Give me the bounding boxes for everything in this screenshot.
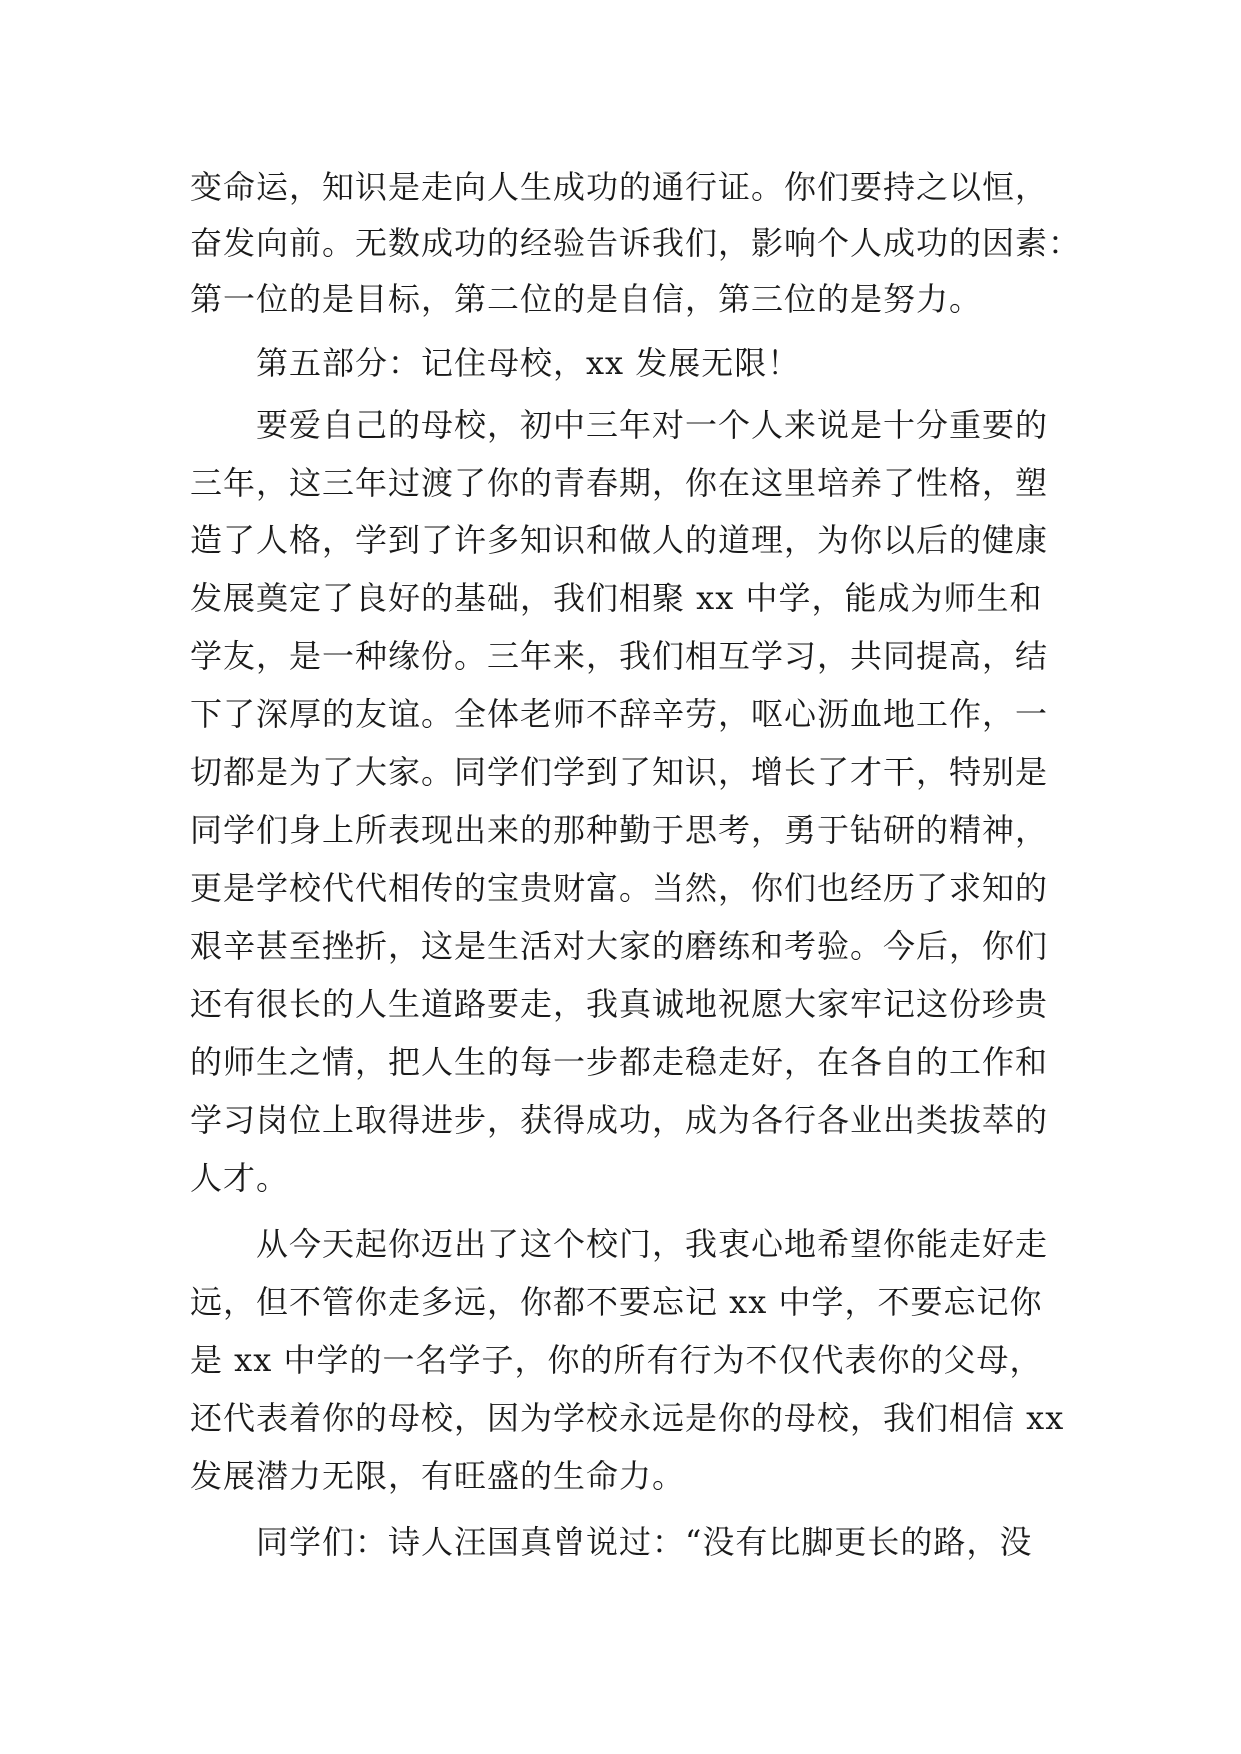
text-line: 学习岗位上取得进步，获得成功，成为各行各业出类拔萃的 [190,1101,1049,1139]
text-line: 要爱自己的母校，初中三年对一个人来说是十分重要的 [256,406,1049,444]
text-line: 变命运，知识是走向人生成功的通行证。你们要持之以恒， [190,168,1049,206]
text-line: 发展潜力无限，有旺盛的生命力。 [190,1457,686,1495]
text-line: 还有很长的人生道路要走，我真诚地祝愿大家牢记这份珍贵 [190,985,1049,1023]
text-line: 还代表着你的母校，因为学校永远是你的母校，我们相信 xx [190,1399,1065,1437]
text-line: 发展奠定了良好的基础，我们相聚 xx 中学，能成为师生和 [190,579,1043,617]
text-line: 第一位的是目标，第二位的是自信，第三位的是努力。 [190,280,983,318]
text-line: 切都是为了大家。同学们学到了知识，增长了才干，特别是 [190,753,1049,791]
text-line: 人才。 [190,1159,290,1197]
text-line: 的师生之情，把人生的每一步都走稳走好，在各自的工作和 [190,1043,1049,1081]
text-line: 更是学校代代相传的宝贵财富。当然，你们也经历了求知的 [190,869,1049,907]
text-line: 三年，这三年过渡了你的青春期，你在这里培养了性格，塑 [190,464,1049,502]
text-line: 远，但不管你走多远，你都不要忘记 xx 中学，不要忘记你 [190,1283,1043,1321]
text-line: 同学们：诗人汪国真曾说过：“没有比脚更长的路，没 [256,1523,1033,1561]
text-line: 奋发向前。无数成功的经验告诉我们，影响个人成功的因素： [190,224,1082,262]
text-line: 造了人格，学到了许多知识和做人的道理，为你以后的健康 [190,521,1049,559]
section-heading: 第五部分：记住母校，xx 发展无限！ [256,344,801,382]
text-line: 同学们身上所表现出来的那种勤于思考，勇于钻研的精神， [190,811,1049,849]
text-line: 下了深厚的友谊。全体老师不辞辛劳，呕心沥血地工作，一 [190,695,1049,733]
text-line: 学友，是一种缘份。三年来，我们相互学习，共同提高，结 [190,637,1049,675]
text-line: 从今天起你迈出了这个校门，我衷心地希望你能走好走 [256,1225,1049,1263]
text-line: 艰辛甚至挫折，这是生活对大家的磨练和考验。今后，你们 [190,927,1049,965]
text-line: 是 xx 中学的一名学子，你的所有行为不仅代表你的父母， [190,1341,1043,1379]
